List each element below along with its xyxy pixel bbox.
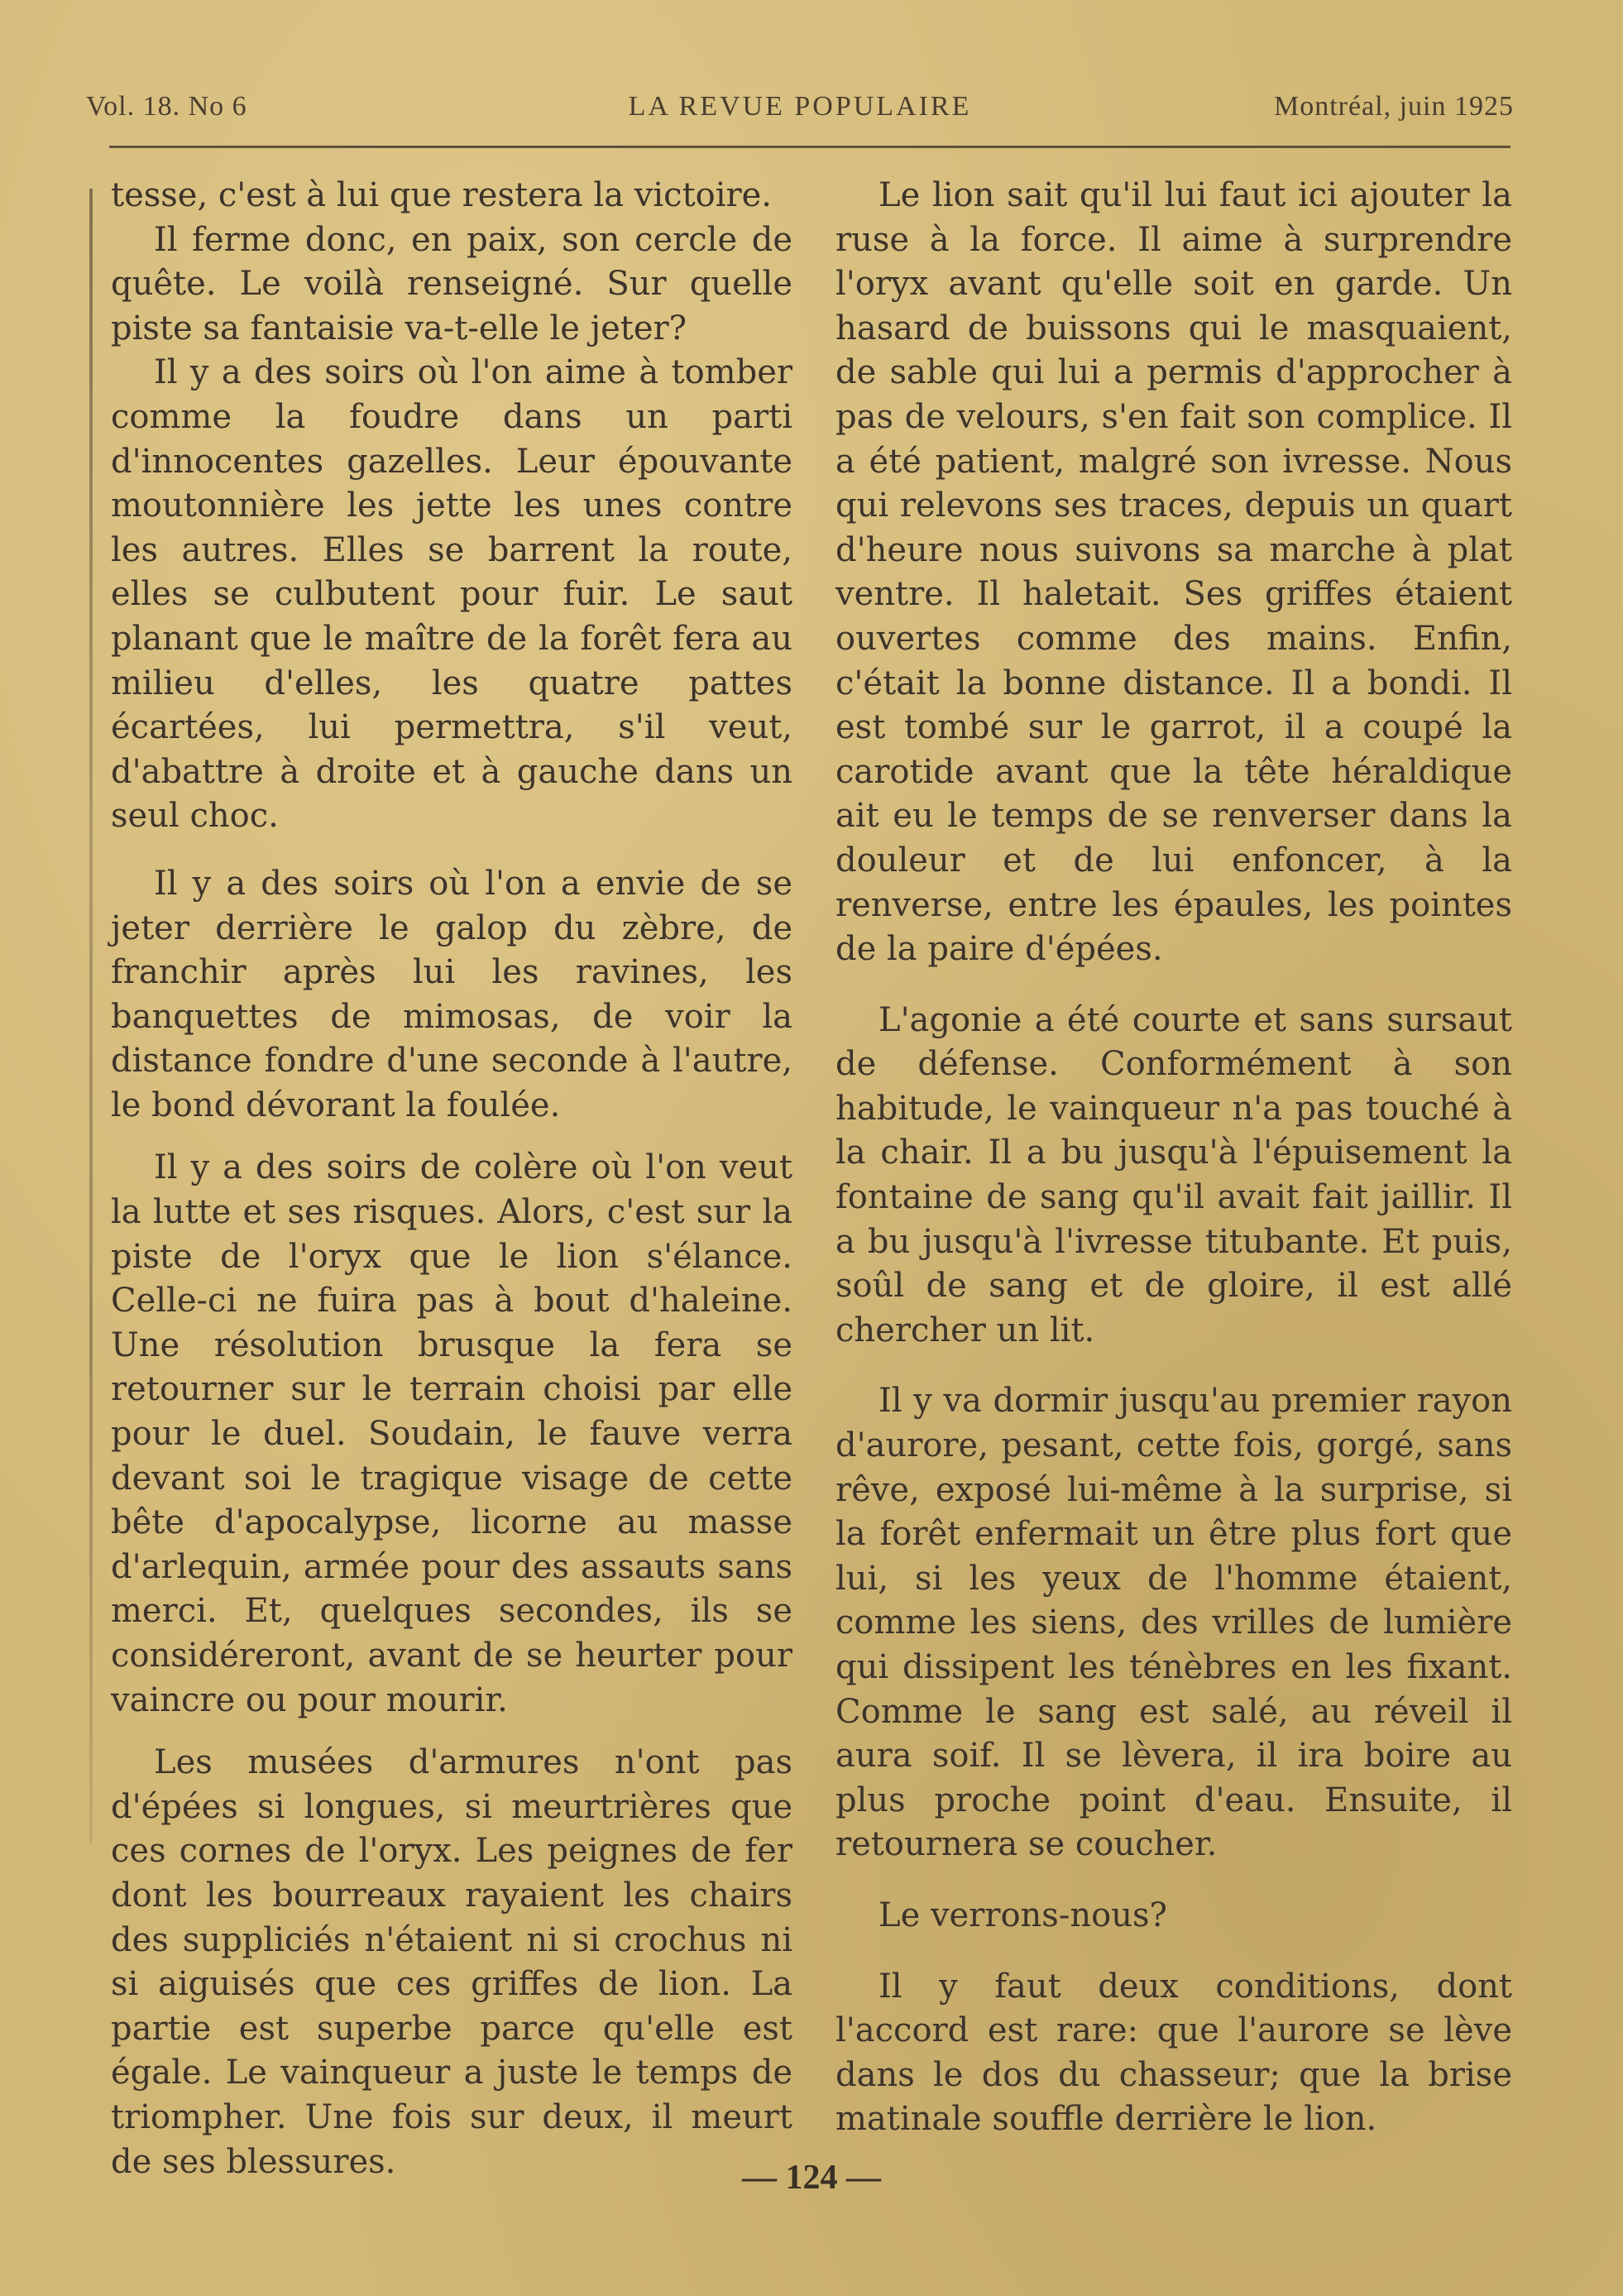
margin-line <box>89 189 93 1843</box>
publication-title: LA REVUE POPULAIRE <box>628 91 972 122</box>
paragraph: Le verrons-nous? <box>879 1896 1167 1934</box>
page-header <box>86 91 1514 141</box>
header-rule <box>109 146 1510 148</box>
volume-label: Vol. 18. No 6 <box>86 91 247 122</box>
paragraph: Il y a des soirs de colère où l'on veut la lutte et ses risques. Alors, c'est sur la piste de l'oryx que le lion s'élance. Celle-ci ne fuira pas à bout d'haleine. Une résolution brusque la fera se retourner sur le terrain choisi par elle pour le duel. Soudain, le fauve verra devant soi le tragique visage de cette bête d'apocalypse, licorne au masse d'arlequin, armée pour des assauts sans merci. Et, quelques secondes, ils se considéreront, avant de se heurter pour vaincre ou pour mourir. <box>111 1148 792 1719</box>
paragraph: Il y faut deux conditions, dont l'accord est rare: que l'aurore se lève dans le dos du chasseur; que la brise matinale souffle derrière le lion. <box>835 1967 1512 2139</box>
paragraph: Il y a des soirs où l'on aime à tomber comme la foudre dans un parti d'innocentes gazelles. Leur épouvante moutonnière les jette les unes contre les autres. Elles se barrent la route, elles se culbutent pour fuir. Le saut planant que le maître de la forêt fera au milieu d'elles, les quatre pattes écartées, lui permettra, s'il veut, d'abattre à droite et à gauche dans un seul choc. <box>111 353 792 836</box>
paragraph: Il ferme donc, en paix, son cercle de quête. Le voilà renseigné. Sur quelle piste sa fantaisie va-t-elle le jeter? <box>111 220 792 348</box>
paragraph: L'agonie a été courte et sans sursaut de défense. Conformément à son habitude, le vainqueur n'a pas touché à la chair. Il a bu jusqu'à l'épuisement la fontaine de sang qu'il avait fait jaillir. Il a bu jusqu'à l'ivresse titubante. Et puis, soûl de sang et de gloire, il est allé chercher un lit. <box>835 1000 1512 1349</box>
paragraph: Les musées d'armures n'ont pas d'épées si longues, si meurtrières que ces cornes de l'oryx. Les peignes de fer dont les bourreaux rayaient les chairs des suppliciés n'étaient ni si crochus ni si aiguisés que ces griffes de lion. La partie est superbe parce qu'elle est égale. Le vainqueur a juste le temps de triompher. Une fois sur deux, il meurt de ses blessures. <box>111 1743 792 2181</box>
paragraph: tesse, c'est à lui que restera la victoire. <box>111 176 773 214</box>
left-column <box>111 174 792 2184</box>
paragraph: Il y a des soirs où l'on a envie de se jeter derrière le galop du zèbre, de franchir après lui les ravines, les banquettes de mimosas, de voir la distance fondre d'une seconde à l'autre, le bond dévorant la foulée. <box>111 864 792 1124</box>
page-number: — 124 — <box>742 2159 881 2197</box>
paragraph: Il y va dormir jusqu'au premier rayon d'aurore, pesant, cette fois, gorgé, sans rêve, exposé lui-même à la surprise, si la forêt enfermait un être plus fort que lui, si les yeux de l'homme étaient, comme les siens, des vrilles de lumière qui dissipent les ténèbres en les fixant. Comme le sang est salé, au réveil il aura soif. Il se lèvera, il ira boire au plus proche point d'eau. Ensuite, il retournera se coucher. <box>835 1382 1512 1864</box>
paragraph: Le lion sait qu'il lui faut ici ajouter la ruse à la force. Il aime à surprendre l'oryx avant qu'elle soit en garde. Un hasard de buissons qui le masquaient, de sable qui lui a permis d'approcher à pas de velours, s'en fait son complice. Il a été patient, malgré son ivresse. Nous qui relevons ses traces, depuis un quart d'heure nous suivons sa marche à plat ventre. Il haletait. Ses griffes étaient ouvertes comme des mains. Enfin, c'était la bonne distance. Il a bondi. Il est tombé sur le garrot, il a coupé la carotide avant que la tête héraldique ait eu le temps de se renverser dans la douleur et de lui enfoncer, à la renverse, entre les épaules, les pointes de la paire d'épées. <box>835 176 1512 969</box>
right-column <box>835 174 1512 2142</box>
place-date: Montréal, juin 1925 <box>1273 91 1514 122</box>
